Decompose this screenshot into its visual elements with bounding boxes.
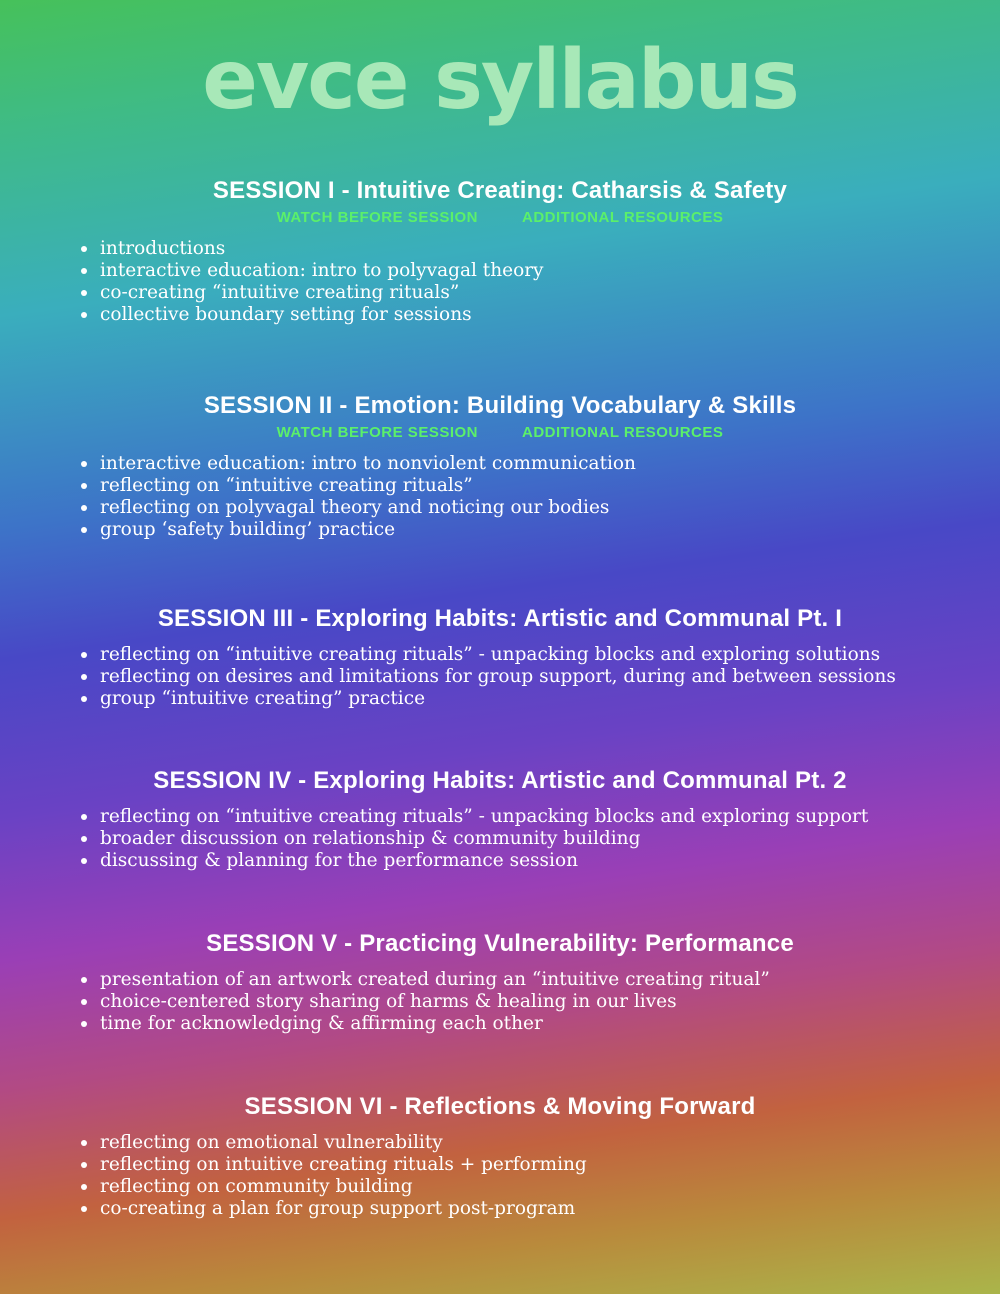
bullet-icon — [81, 1162, 87, 1168]
list-item — [78, 453, 978, 475]
list-item-text: reflecting on “intuitive creating rituals” — [100, 475, 473, 496]
bullet-icon — [81, 1206, 87, 1212]
bullet-icon — [81, 999, 87, 1005]
list-item-text: group “intuitive creating” practice — [100, 688, 426, 709]
bullet-icon — [81, 290, 87, 296]
list-item — [78, 806, 978, 828]
session-4 — [0, 766, 1000, 872]
session-heading: SESSION I - Intuitive Creating: Catharsis & Safety — [212, 177, 788, 204]
list-item — [78, 1198, 978, 1220]
list-item — [78, 1176, 978, 1198]
resource-links — [0, 208, 1000, 228]
list-item-text: broader discussion on relationship & community building — [100, 828, 641, 849]
list-item — [78, 1013, 978, 1035]
bullet-icon — [81, 505, 87, 511]
session-items — [78, 969, 978, 1035]
session-3 — [0, 604, 1000, 710]
bullet-icon — [81, 1021, 87, 1027]
session-1 — [0, 176, 1000, 326]
list-item-text: reflecting on “intuitive creating rituals” - unpacking blocks and exploring support — [100, 806, 869, 827]
bullet-icon — [81, 674, 87, 680]
session-items — [78, 453, 978, 541]
list-item — [78, 991, 978, 1013]
session-heading: SESSION VI - Reflections & Moving Forward — [244, 1093, 756, 1120]
bullet-icon — [81, 858, 87, 864]
bullet-icon — [81, 483, 87, 489]
bullet-icon — [81, 696, 87, 702]
session-6 — [0, 1092, 1000, 1220]
session-items — [78, 1132, 978, 1220]
session-heading: SESSION IV - Exploring Habits: Artistic and Communal Pt. 2 — [153, 767, 847, 794]
list-item — [78, 850, 978, 872]
bullet-icon — [81, 814, 87, 820]
list-item — [78, 1132, 978, 1154]
resource-links — [0, 423, 1000, 443]
list-item-text: reflecting on polyvagal theory and noticing our bodies — [100, 497, 610, 518]
bullet-icon — [81, 977, 87, 983]
list-item-text: choice-centered story sharing of harms & healing in our lives — [100, 991, 677, 1012]
bullet-icon — [81, 461, 87, 467]
additional-resources-link[interactable]: ADDITIONAL RESOURCES — [522, 424, 724, 441]
list-item-text: interactive education: intro to polyvagal theory — [100, 260, 544, 281]
list-item-text: discussing & planning for the performance session — [100, 850, 579, 871]
session-items — [78, 806, 978, 872]
list-item — [78, 304, 978, 326]
session-heading: SESSION II - Emotion: Building Vocabulary & Skills — [203, 392, 797, 419]
list-item-text: reflecting on intuitive creating rituals + performing — [100, 1154, 587, 1175]
bullet-icon — [81, 836, 87, 842]
page-title: evce syllabus — [202, 33, 798, 128]
bullet-icon — [81, 527, 87, 533]
list-item-text: group ‘safety building’ practice — [100, 519, 396, 540]
list-item — [78, 282, 978, 304]
bullet-icon — [81, 1184, 87, 1190]
bullet-icon — [81, 312, 87, 318]
list-item — [78, 238, 978, 260]
list-item-text: presentation of an artwork created during an “intuitive creating ritual” — [100, 969, 770, 990]
session-heading: SESSION V - Practicing Vulnerability: Performance — [206, 930, 794, 957]
additional-resources-link[interactable]: ADDITIONAL RESOURCES — [522, 209, 724, 226]
list-item — [78, 969, 978, 991]
session-heading: SESSION III - Exploring Habits: Artistic and Communal Pt. I — [157, 605, 843, 632]
list-item — [78, 1154, 978, 1176]
list-item-text: time for acknowledging & affirming each other — [100, 1013, 543, 1034]
watch-before-session-link[interactable]: WATCH BEFORE SESSION — [276, 424, 478, 441]
list-item-text: introductions — [100, 238, 226, 259]
list-item-text: co-creating “intuitive creating rituals” — [100, 282, 460, 303]
list-item-text: reflecting on desires and limitations for group support, during and between sessions — [100, 666, 896, 687]
list-item — [78, 644, 978, 666]
session-items — [78, 238, 978, 326]
list-item-text: reflecting on “intuitive creating rituals” - unpacking blocks and exploring solutions — [100, 644, 881, 665]
bullet-icon — [81, 652, 87, 658]
list-item — [78, 260, 978, 282]
list-item-text: reflecting on emotional vulnerability — [100, 1132, 443, 1153]
list-item-text: interactive education: intro to nonviolent communication — [100, 453, 636, 474]
bullet-icon — [81, 268, 87, 274]
list-item-text: collective boundary setting for sessions — [100, 304, 472, 325]
bullet-icon — [81, 1140, 87, 1146]
list-item — [78, 475, 978, 497]
session-5 — [0, 929, 1000, 1035]
list-item — [78, 519, 978, 541]
list-item — [78, 666, 978, 688]
list-item — [78, 688, 978, 710]
list-item-text: co-creating a plan for group support post-program — [100, 1198, 576, 1219]
list-item — [78, 497, 978, 519]
bullet-icon — [81, 246, 87, 252]
session-2 — [0, 391, 1000, 541]
watch-before-session-link[interactable]: WATCH BEFORE SESSION — [276, 209, 478, 226]
list-item — [78, 828, 978, 850]
list-item-text: reflecting on community building — [100, 1176, 413, 1197]
session-items — [78, 644, 978, 710]
